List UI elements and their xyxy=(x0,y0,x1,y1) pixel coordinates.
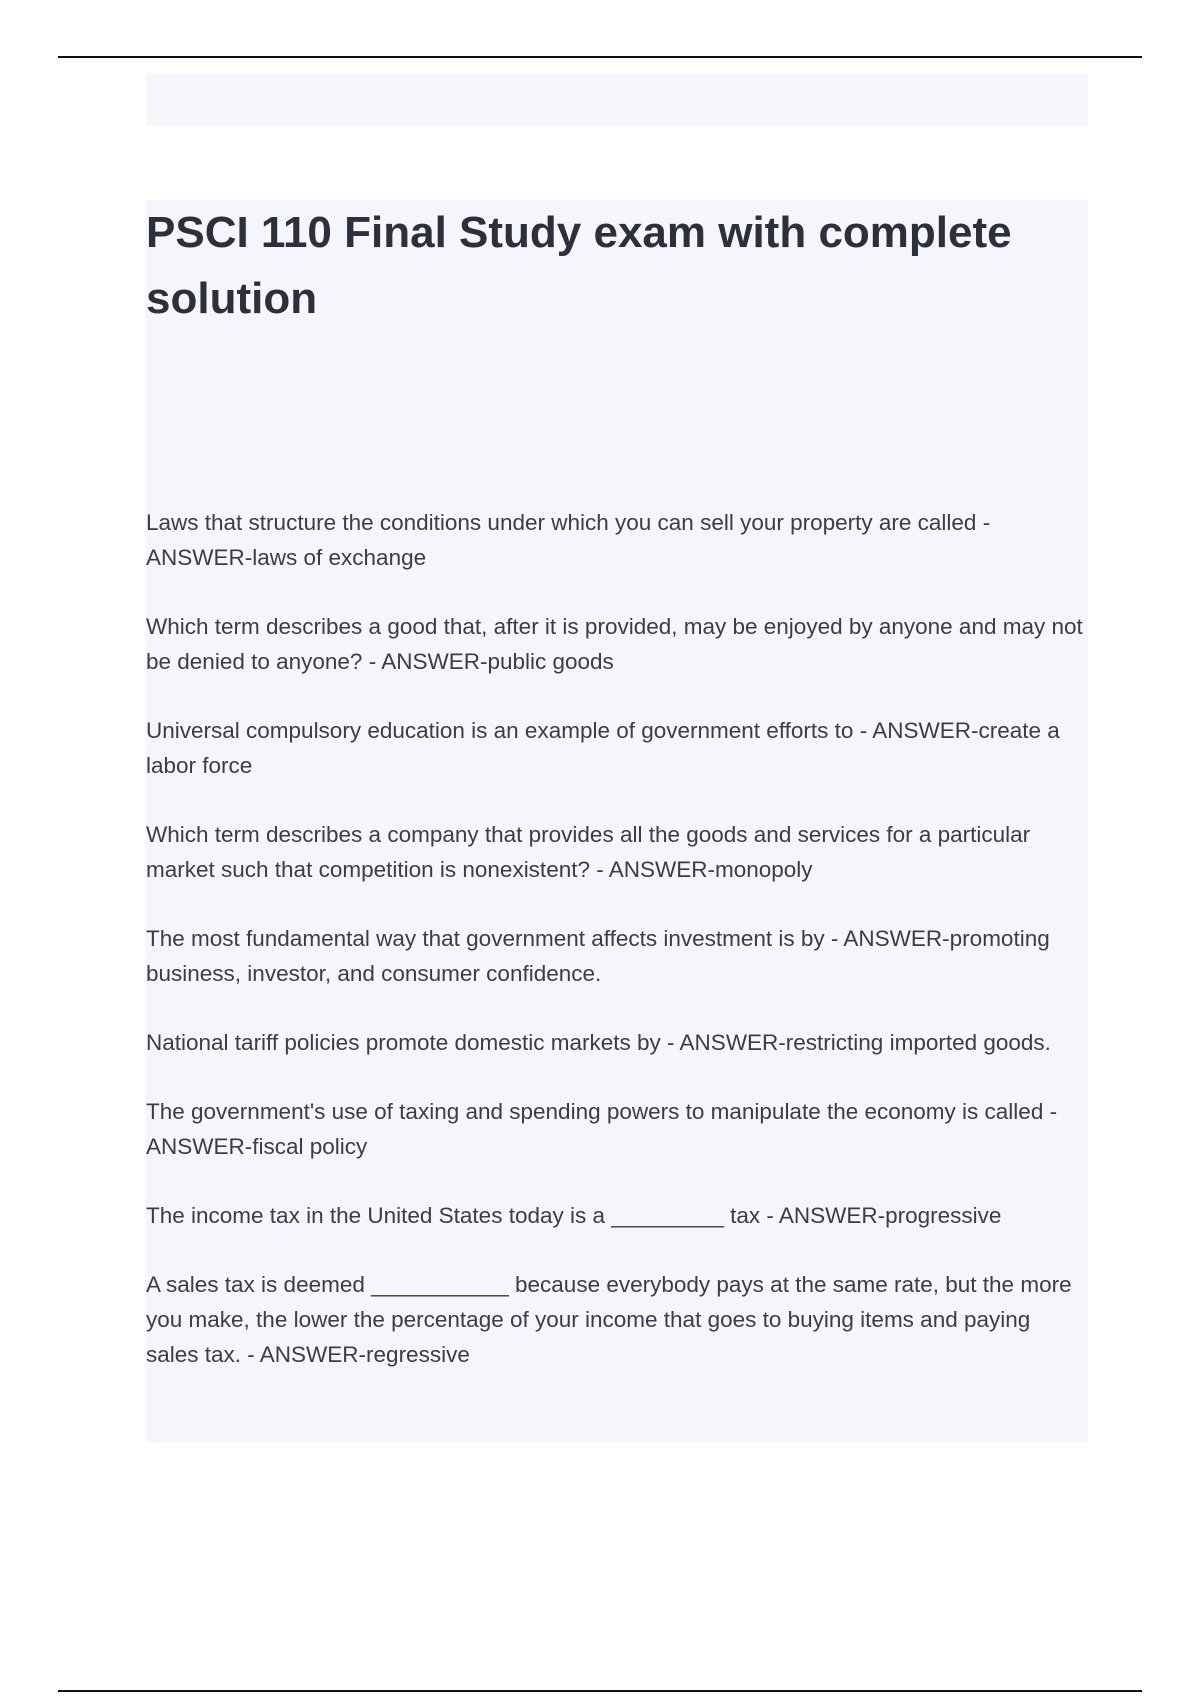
qa-item: A sales tax is deemed ___________ because everybody pays at the same rate, but the more you make, the lower the percentage of your income that goes to buying items and paying sales tax. - ANSWER-regressive xyxy=(146,1272,1072,1367)
document-title: PSCI 110 Final Study exam with complete solution xyxy=(146,208,1012,323)
qa-item: Universal compulsory education is an example of government efforts to - ANSWER-create a labor force xyxy=(146,718,1060,778)
qa-item: Which term describes a company that provides all the goods and services for a particular market such that competition is nonexistent? - ANSWER-monopoly xyxy=(146,822,1031,882)
bottom-rule xyxy=(58,1690,1142,1692)
qa-item: The income tax in the United States today is a _________ tax - ANSWER-progressive xyxy=(146,1203,1002,1228)
qa-item: National tariff policies promote domestic markets by - ANSWER-restricting imported goods. xyxy=(146,1030,1051,1055)
top-rule xyxy=(58,56,1142,58)
qa-item: The most fundamental way that government affects investment is by - ANSWER-promoting business, investor, and consumer confidence. xyxy=(146,926,1050,986)
header-band xyxy=(146,73,1088,126)
qa-list xyxy=(146,505,1088,1406)
qa-item: The government's use of taxing and spending powers to manipulate the economy is called - ANSWER-fiscal policy xyxy=(146,1099,1058,1159)
qa-item: Laws that structure the conditions under which you can sell your property are called - ANSWER-laws of exchange xyxy=(146,510,991,570)
qa-item: Which term describes a good that, after it is provided, may be enjoyed by anyone and may not be denied to anyone? - ANSWER-public goods xyxy=(146,614,1083,674)
document-body xyxy=(146,200,1088,1442)
